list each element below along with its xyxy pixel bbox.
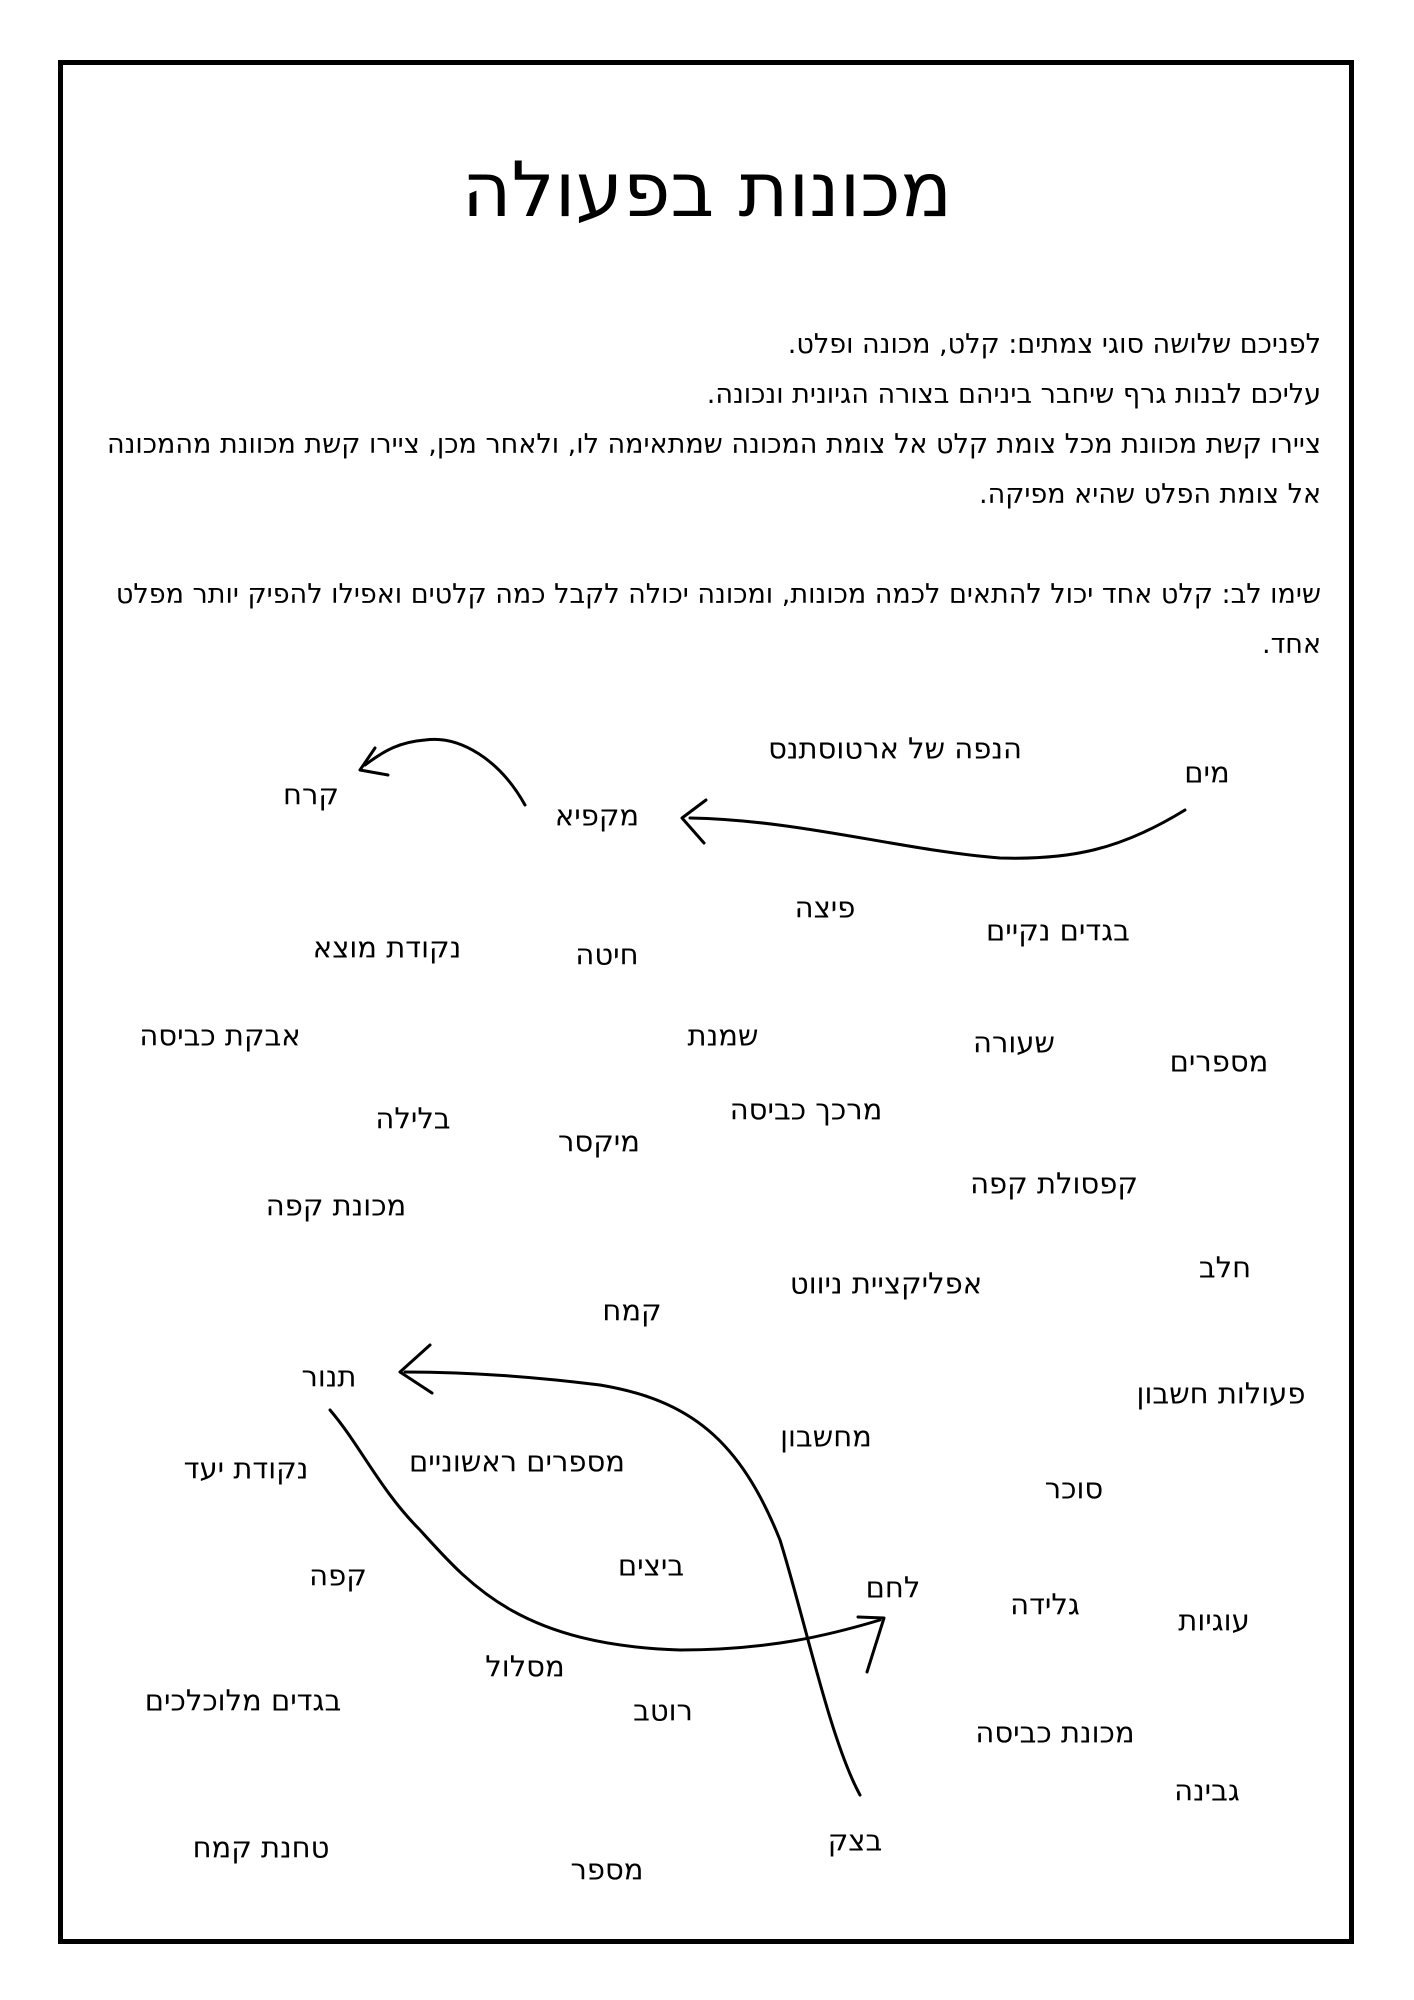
page-title: מכונות בפעולה bbox=[461, 145, 953, 234]
word-label: שמנת bbox=[687, 1018, 759, 1053]
instruction-note: שימו לב: קלט אחד יכול להתאים לכמה מכונות, ומכונה יכולה לקבל כמה קלטים ואפילו להפיק יותר מפלט אחד. bbox=[115, 579, 1321, 660]
word-label: מרכך כביסה bbox=[729, 1092, 883, 1127]
word-label: מיקסר bbox=[558, 1124, 640, 1159]
word-label: קרח bbox=[283, 777, 339, 812]
word-label: מספרים ראשוניים bbox=[409, 1444, 625, 1479]
arrow-water-to-freezer bbox=[682, 800, 1185, 858]
word-label: אבקת כביסה bbox=[139, 1018, 301, 1053]
word-label: בגדים מלוכלכים bbox=[144, 1683, 342, 1718]
word-label: אפליקציית ניווט bbox=[789, 1266, 983, 1301]
word-label: סוכר bbox=[1044, 1471, 1104, 1506]
word-label: מחשבון bbox=[780, 1419, 872, 1454]
arrow-freezer-to-ice bbox=[360, 739, 525, 805]
instruction-line-3: ציירו קשת מכוונת מכל צומת קלט אל צומת המכונה שמתאימה לו, ולאחר מכן, ציירו קשת מכוונת מהמכונה אל צומת הפלט שהיא מפיקה. bbox=[106, 429, 1321, 510]
word-label: פיצה bbox=[794, 890, 856, 925]
word-label: מכונת כביסה bbox=[975, 1715, 1135, 1750]
word-label: מקפיא bbox=[554, 798, 640, 833]
word-label: מספרים bbox=[1169, 1044, 1269, 1079]
word-label: נקודת מוצא bbox=[312, 930, 462, 965]
word-label: בצק bbox=[827, 1823, 883, 1858]
word-label: ביצים bbox=[617, 1548, 685, 1583]
word-label: מסלול bbox=[485, 1649, 565, 1684]
word-label: קפה bbox=[309, 1558, 367, 1593]
word-label: בגדים נקיים bbox=[986, 913, 1130, 948]
word-label: לחם bbox=[865, 1570, 921, 1605]
word-label: הנפה של ארטוסתנס bbox=[768, 731, 1022, 766]
word-label: מים bbox=[1184, 755, 1230, 790]
word-label: בלילה bbox=[375, 1101, 451, 1136]
word-label: פעולות חשבון bbox=[1136, 1376, 1306, 1411]
word-label: טחנת קמח bbox=[192, 1830, 330, 1865]
word-label: קפסולת קפה bbox=[970, 1166, 1138, 1201]
word-label: חיטה bbox=[575, 937, 639, 972]
word-label: קמח bbox=[602, 1293, 662, 1328]
word-label: גבינה bbox=[1174, 1773, 1240, 1808]
word-label: נקודת יעד bbox=[183, 1451, 309, 1486]
word-label: תנור bbox=[301, 1359, 357, 1394]
word-label: עוגיות bbox=[1178, 1603, 1250, 1638]
instruction-line-1: לפניכם שלושה סוגי צמתים: קלט, מכונה ופלט. bbox=[787, 329, 1321, 360]
word-label: גלידה bbox=[1010, 1587, 1080, 1622]
word-label: רוטב bbox=[633, 1693, 693, 1728]
word-label: מכונת קפה bbox=[265, 1188, 407, 1223]
word-label: מספר bbox=[570, 1852, 644, 1887]
word-label: חלב bbox=[1198, 1250, 1252, 1285]
word-label: שעורה bbox=[973, 1025, 1055, 1060]
instruction-line-2: עליכם לבנות גרף שיחבר ביניהם בצורה הגיונית ונכונה. bbox=[706, 379, 1321, 410]
